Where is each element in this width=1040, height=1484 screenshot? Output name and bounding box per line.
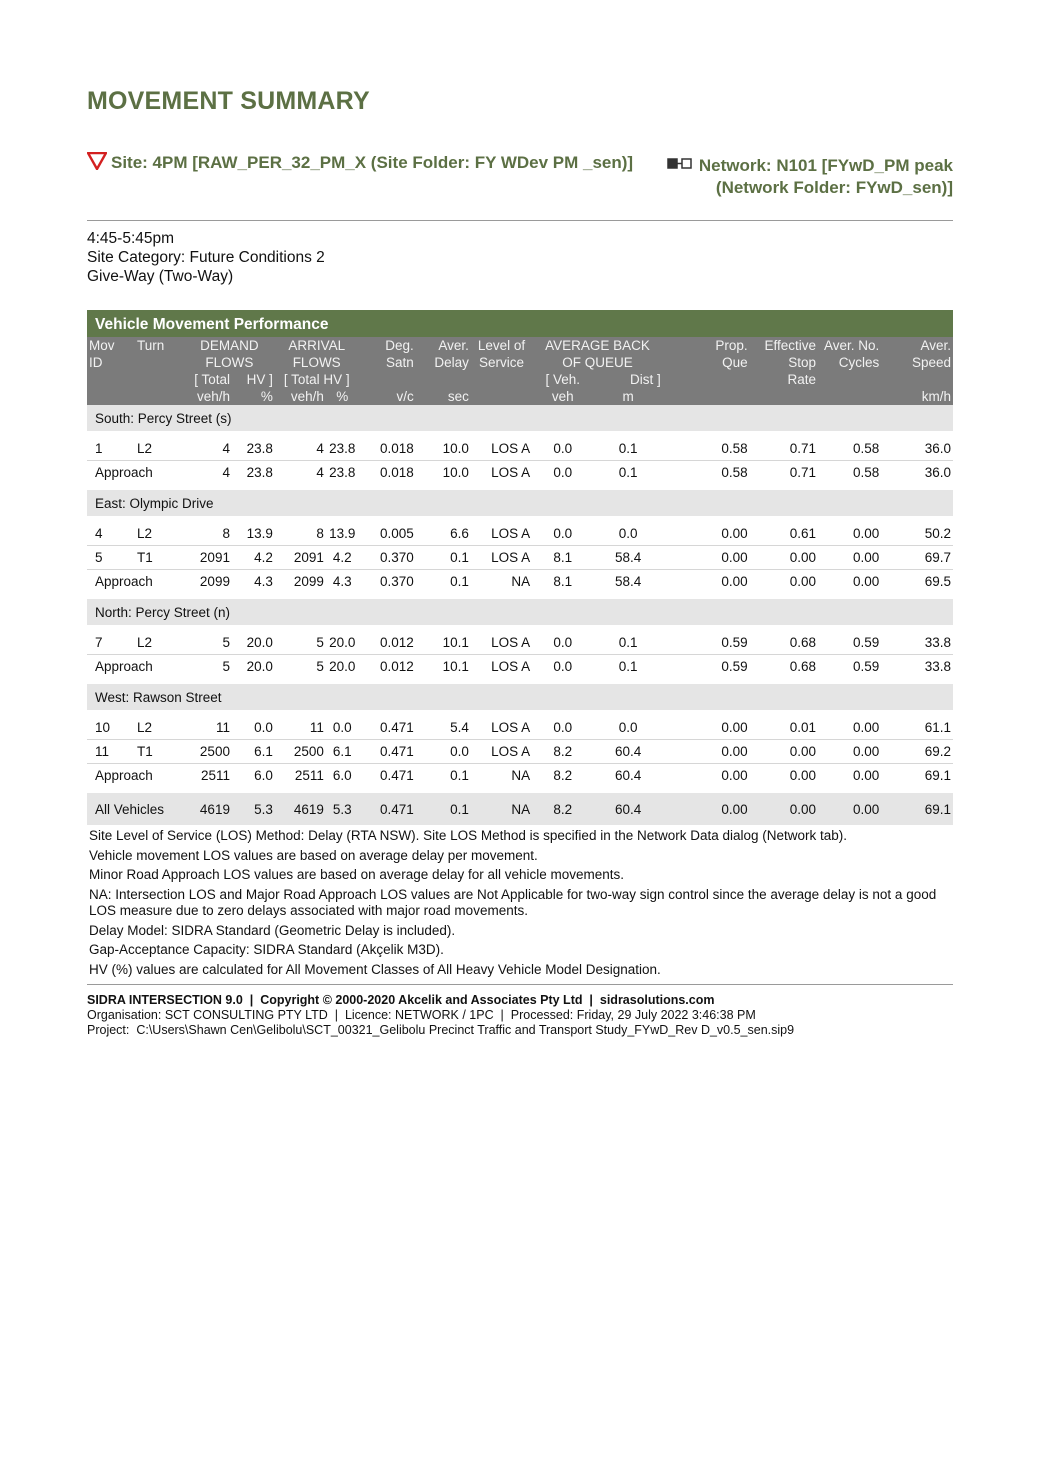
cell-arr_hv: 5.3 [326,793,359,825]
cell-prop: 0.59 [663,631,750,655]
table-row [87,631,953,655]
cell-speed: 69.7 [881,546,953,570]
cell-eff: 0.00 [750,546,818,570]
cell-q_dist: 0.1 [593,631,662,655]
cell-dem_total: 4 [184,437,232,461]
section-header-row [87,684,953,710]
cell-q_dist: 60.4 [593,740,662,764]
cell-prop: 0.59 [721,659,748,674]
note-line: Minor Road Approach LOS values are based on average delay for all vehicle movements. [89,867,625,882]
cell-label: Approach [95,465,153,480]
footer-organisation-line: Organisation: SCT CONSULTING PTY LTD | Licence: NETWORK / 1PC | Processed: Friday, 29 July 2022 3:46:38 PM [87,1008,756,1022]
cell-q_veh: 0.0 [532,631,593,655]
cell-dem_total: 2500 [184,740,232,764]
cell-dem_hv: 5.3 [232,793,275,825]
cell-q_veh: 0.0 [553,465,573,480]
site-title [87,152,647,176]
cell-arr_hv: 20.0 [329,659,356,674]
approach-row [87,461,953,485]
cell-arr_total: 2511 [294,768,324,783]
cell-dem_total: 4619 [184,793,232,825]
cell-turn: L2 [135,522,184,546]
cell-dem_hv: 20.0 [246,659,273,674]
header-demand-flows: DEMAND FLOWS [184,337,275,371]
header-aver-speed: Aver. Speed [881,337,953,371]
note-line: Site Level of Service (LOS) Method: Delay (RTA NSW). Site LOS Method is specified in the Network Data dialog (Network tab). [89,828,848,843]
report-title: MOVEMENT SUMMARY [87,87,370,115]
approach-row [87,655,953,679]
cell-q_dist: 58.4 [614,574,642,589]
cell-label: Approach [95,574,153,589]
cell-speed: 69.5 [924,574,951,589]
network-title [663,154,953,199]
header-mov-id: Mov ID [87,337,135,371]
cell-deg: 0.471 [359,793,416,825]
report-header [87,116,953,221]
cell-prop: 0.00 [663,522,750,546]
cell-arr_hv: 23.8 [326,437,359,461]
cell-delay: 10.0 [442,465,469,480]
site-category: Site Category: Future Conditions 2 [87,249,325,266]
cell-eff: 0.71 [750,437,818,461]
cell-mov: 5 [87,546,135,570]
cell-dem_total: 2099 [199,574,230,589]
cell-speed: 69.1 [881,793,953,825]
cell-q_dist: 60.4 [614,768,642,783]
cell-arr_total: 2099 [293,574,324,589]
cell-arr_total: 2091 [275,546,326,570]
note-line: Gap-Acceptance Capacity: SIDRA Standard (Akçelik M3D). [89,942,444,957]
cell-deg: 0.018 [359,437,416,461]
cell-prop: 0.00 [663,716,750,740]
cell-delay: 10.1 [442,659,469,674]
table-row [87,437,953,461]
cell-arr_total: 4619 [275,793,326,825]
unit-demand-total: veh/h [184,388,232,405]
cell-delay: 0.1 [450,574,469,589]
cell-dem_hv: 6.1 [232,740,275,764]
cell-speed: 36.0 [924,465,951,480]
section-header-row [87,490,953,516]
cell-label: Approach [95,768,153,783]
unit-demand-hv: % [232,388,275,405]
cell-delay: 0.1 [416,793,471,825]
unit-queue-dist: m [593,388,662,405]
cell-speed: 69.2 [881,740,953,764]
cell-delay: 6.6 [416,522,471,546]
cell-deg: 0.471 [359,716,416,740]
cell-dem_total: 2511 [200,768,230,783]
note-line: NA: Intersection LOS and Major Road Approach LOS values are Not Applicable for two-way sign control since the average delay is not a good LOS measure due to zero delays associated with major road movements. [89,886,937,918]
site-title-text: Site: 4PM [RAW_PER_32_PM_X (Site Folder: FY WDev PM _sen)] [111,153,634,172]
cell-speed: 50.2 [881,522,953,546]
cell-los: LOS A [471,716,532,740]
cell-arr_hv: 4.2 [326,546,359,570]
cell-prop: 0.58 [721,465,748,480]
cell-prop: 0.00 [663,740,750,764]
cell-mov: 10 [87,716,135,740]
cell-arr_total: 11 [275,716,326,740]
cell-arr_hv: 23.8 [329,465,356,480]
cell-arr_hv: 0.0 [326,716,359,740]
network-link-icon [667,154,693,176]
cell-los: NA [471,793,532,825]
cell-cycles: 0.00 [818,522,881,546]
cell-q_dist: 58.4 [593,546,662,570]
cell-q_dist: 0.1 [593,437,662,461]
cell-cycles: 0.00 [818,716,881,740]
cell-deg: 0.012 [379,659,414,674]
site-info [87,229,953,286]
approach-row [87,764,953,788]
cell-los: LOS A [471,546,532,570]
cell-los: LOS A [471,631,532,655]
cell-q_veh: 8.2 [532,793,593,825]
header-effective-stop-rate: Effective Stop Rate [750,337,818,388]
cell-los: LOS A [491,465,531,480]
cell-eff: 0.71 [789,465,816,480]
header-level-of-service: Level of Service [471,337,532,371]
cell-eff: 0.68 [750,631,818,655]
cell-prop: 0.00 [721,768,748,783]
cell-eff: 0.01 [750,716,818,740]
cell-los: LOS A [471,437,532,461]
cell-prop: 0.00 [721,574,748,589]
section-name: East: Olympic Drive [87,490,953,516]
header-queue-dist: Dist ] [593,371,662,388]
cell-speed: 69.1 [924,768,951,783]
cell-dem_total: 8 [184,522,232,546]
cell-arr_total: 2500 [275,740,326,764]
cell-speed: 33.8 [881,631,953,655]
control-type: Give-Way (Two-Way) [87,268,234,285]
cell-q_veh: 0.0 [532,437,593,461]
unit-arrival-hv: % [326,388,359,405]
cell-dem_hv: 4.2 [232,546,275,570]
cell-speed: 36.0 [881,437,953,461]
cell-speed: 61.1 [881,716,953,740]
section-name: South: Percy Street (s) [87,405,953,431]
table-row [87,546,953,570]
report-footer [87,984,953,1038]
cell-prop: 0.58 [663,437,750,461]
cell-q_veh: 8.2 [532,740,593,764]
cell-prop: 0.00 [663,546,750,570]
cell-arr_total: 5 [275,631,326,655]
give-way-triangle-icon [87,152,107,176]
cell-mov: 11 [87,740,135,764]
unit-arrival-total: veh/h [275,388,326,405]
header-deg-satn: Deg. Satn [359,337,416,371]
cell-dem_total: 5 [222,659,230,674]
cell-mov: 7 [87,631,135,655]
network-title-text: Network: N101 [FYwD_PM peak (Network Folder: FYwD_sen)] [698,156,953,197]
cell-mov: 4 [87,522,135,546]
cell-cycles: 0.00 [818,546,881,570]
cell-turn: L2 [135,631,184,655]
cell-q_veh: 8.2 [553,768,573,783]
cell-turn: L2 [135,437,184,461]
cell-dem_hv: 4.3 [254,574,273,589]
header-demand-total: [ Total [184,371,232,388]
header-turn: Turn [135,337,184,371]
cell-mov: 1 [87,437,135,461]
cell-cycles: 0.58 [818,437,881,461]
header-demand-hv: HV ] [232,371,275,388]
cell-arr_total: 4 [316,465,324,480]
cell-dem_total: 2091 [184,546,232,570]
cell-cycles: 0.59 [853,659,880,674]
cell-cycles: 0.00 [818,793,881,825]
table-row [87,522,953,546]
cell-delay: 0.1 [416,546,471,570]
time-period: 4:45-5:45pm [87,230,175,247]
cell-dem_hv: 6.0 [254,768,273,783]
cell-turn: L2 [135,716,184,740]
cell-deg: 0.370 [359,546,416,570]
cell-delay: 10.1 [416,631,471,655]
cell-delay: 5.4 [416,716,471,740]
table-row [87,716,953,740]
footer-project-line: Project: C:\Users\Shawn Cen\Gelibolu\SCT_00321_Gelibolu Precinct Traffic and Transport Study_FYwD_Rev D_v0.5_sen.sip9 [87,1023,795,1037]
note-line: HV (%) values are calculated for All Movement Classes of All Heavy Vehicle Model Designation. [89,961,661,977]
cell-arr_hv: 20.0 [326,631,359,655]
note-line: Vehicle movement LOS values are based on average delay per movement. [89,847,538,863]
cell-delay: 0.0 [416,740,471,764]
cell-dem_hv: 20.0 [232,631,275,655]
cell-cycles: 0.00 [853,574,880,589]
cell-eff: 0.61 [750,522,818,546]
table-row [87,740,953,764]
cell-los: LOS A [471,522,532,546]
header-back-of-queue: AVERAGE BACK OF QUEUE [532,337,663,371]
all-vehicles-row [87,793,953,825]
cell-q_veh: 0.0 [532,716,593,740]
cell-eff: 0.68 [789,659,816,674]
unit-queue-veh: veh [532,388,593,405]
cell-eff: 0.00 [750,793,818,825]
cell-deg: 0.018 [379,465,414,480]
cell-los: NA [511,768,531,783]
footer-brand-line: SIDRA INTERSECTION 9.0 | Copyright © 2000-2020 Akcelik and Associates Pty Ltd | sidrasolutions.com [87,993,715,1007]
note-line: Delay Model: SIDRA Standard (Geometric Delay is included). [89,922,456,938]
cell-turn: T1 [135,740,184,764]
cell-arr_total: 4 [275,437,326,461]
header-arrival-flows: ARRIVAL FLOWS [275,337,359,371]
approach-row [87,570,953,594]
cell-dem_total: 11 [184,716,232,740]
cell-q_veh: 8.1 [532,546,593,570]
cell-arr_hv: 13.9 [326,522,359,546]
cell-label: Approach [95,659,153,674]
cell-deg: 0.005 [359,522,416,546]
cell-cycles: 0.00 [853,768,880,783]
header-arrival-sub: [ Total HV ] [275,371,359,388]
cell-deg: 0.012 [359,631,416,655]
cell-los: NA [511,574,531,589]
cell-q_veh: 0.0 [532,522,593,546]
cell-eff: 0.00 [789,574,816,589]
cell-arr_total: 5 [316,659,324,674]
unit-delay: sec [416,388,471,405]
cell-dem_hv: 23.8 [246,465,273,480]
cell-q_veh: 8.1 [553,574,573,589]
cell-q_dist: 0.1 [618,465,638,480]
cell-label: All Vehicles [87,793,184,825]
cell-dem_total: 4 [222,465,230,480]
cell-dem_hv: 13.9 [232,522,275,546]
section-name: West: Rawson Street [87,684,953,710]
cell-turn: T1 [135,546,184,570]
cell-delay: 0.1 [450,768,469,783]
movement-performance-table [87,310,953,825]
cell-los: LOS A [471,740,532,764]
cell-q_dist: 60.4 [593,793,662,825]
cell-arr_hv: 6.1 [326,740,359,764]
cell-dem_hv: 23.8 [232,437,275,461]
section-name: North: Percy Street (n) [87,599,953,625]
cell-eff: 0.00 [750,740,818,764]
unit-speed: km/h [881,388,953,405]
header-aver-delay: Aver. Delay [416,337,471,371]
cell-q_dist: 0.0 [593,716,662,740]
cell-eff: 0.00 [789,768,816,783]
cell-arr_hv: 6.0 [332,768,352,783]
section-header-row [87,599,953,625]
report-page [87,86,953,981]
cell-cycles: 0.00 [818,740,881,764]
cell-deg: 0.471 [359,740,416,764]
cell-arr_hv: 4.3 [332,574,352,589]
cell-dem_hv: 0.0 [232,716,275,740]
cell-deg: 0.471 [379,768,414,783]
header-prop-que: Prop. Que [663,337,750,371]
table-title: Vehicle Movement Performance [87,310,953,337]
header-aver-no-cycles: Aver. No. Cycles [818,337,881,371]
cell-deg: 0.370 [379,574,414,589]
cell-q_dist: 0.0 [593,522,662,546]
cell-q_veh: 0.0 [553,659,573,674]
cell-q_dist: 0.1 [618,659,638,674]
cell-arr_total: 8 [275,522,326,546]
cell-cycles: 0.58 [853,465,880,480]
unit-deg: v/c [359,388,416,405]
cell-prop: 0.00 [663,793,750,825]
cell-dem_total: 5 [184,631,232,655]
section-header-row [87,405,953,431]
notes [87,828,953,978]
header-queue-veh: [ Veh. [532,371,593,388]
cell-los: LOS A [491,659,531,674]
table-body [87,405,953,825]
cell-speed: 33.8 [924,659,951,674]
cell-cycles: 0.59 [818,631,881,655]
cell-delay: 10.0 [416,437,471,461]
